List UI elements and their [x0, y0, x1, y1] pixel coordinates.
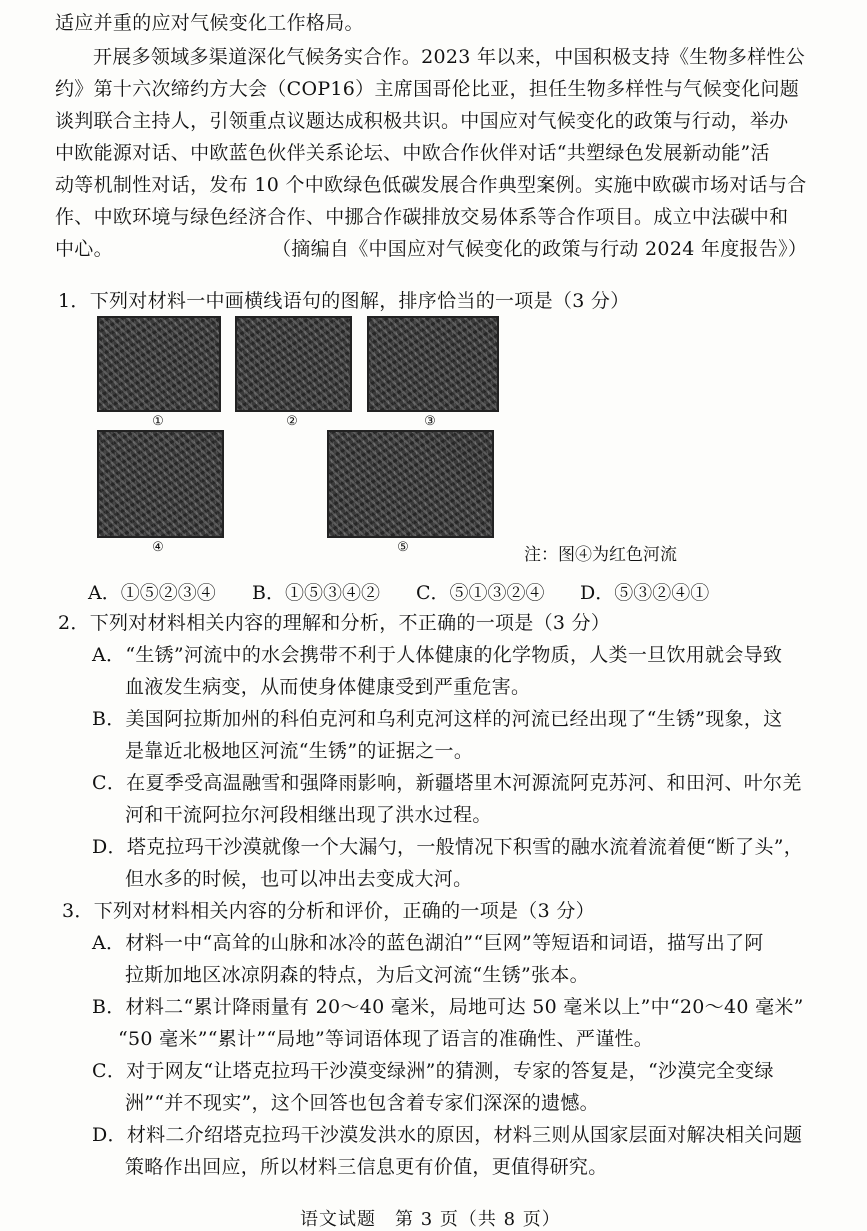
q2-option-b-line-2: 是靠近北极地区河流“生锈”的证据之一。	[125, 740, 474, 762]
photo-label-4: ④	[152, 540, 164, 555]
figure-note: 注：图④为红色河流	[524, 545, 677, 565]
photo-label-1: ①	[152, 414, 164, 429]
photo-label-3: ③	[424, 414, 436, 429]
q3-option-c-line-1: C．对于网友“让塔克拉玛干沙漠变绿洲”的猜测，专家的答复是，“沙漠完全变绿	[92, 1060, 774, 1082]
photo-label-5: ⑤	[397, 540, 409, 555]
photo-3	[367, 316, 499, 412]
photo-label-2: ②	[286, 414, 298, 429]
q2-option-a-line-2: 血液发生病变，从而使身体健康受到严重危害。	[125, 676, 531, 698]
passage-line-4: 谈判联合主持人，引领重点议题达成积极共识。中国应对气候变化的政策与行动，举办	[55, 110, 789, 132]
q3-option-a-line-1: A．材料一中“高耸的山脉和冰冷的蓝色湖泊”“巨网”等短语和词语，描写出了阿	[92, 932, 764, 954]
q2-option-a-line-1: A．“生锈”河流中的水会携带不利于人体健康的化学物质，人类一旦饮用就会导致	[92, 644, 783, 666]
q3-option-d-line-1: D．材料二介绍塔克拉玛干沙漠发洪水的原因，材料三则从国家层面对解决相关问题	[92, 1124, 803, 1146]
page-footer: 语文试题 第 3 页（共 8 页）	[300, 1209, 561, 1230]
q1-option-b: B．①⑤③④②	[252, 582, 380, 604]
q2-option-c-line-2: 河和干流阿拉尔河段相继出现了洪水过程。	[125, 804, 492, 826]
passage-line-5: 中欧能源对话、中欧蓝色伙伴关系论坛、中欧合作伙伴对话“共塑绿色发展新动能”活	[55, 142, 770, 164]
photo-2	[235, 316, 352, 412]
q2-option-d-line-1: D．塔克拉玛干沙漠就像一个大漏勺，一般情况下积雪的融水流着流着便“断了头”，	[92, 836, 804, 858]
q3-option-b-line-1: B．材料二“累计降雨量有 20～40 毫米，局地可达 50 毫米以上”中“20～40 毫米”	[92, 996, 804, 1018]
q3-option-c-line-2: 洲”“并不现实”，这个回答也包含着专家们深深的遗憾。	[125, 1092, 599, 1114]
q1-stem: 1．下列对材料一中画横线语句的图解，排序恰当的一项是（3 分）	[58, 290, 630, 312]
passage-line-6: 动等机制性对话，发布 10 个中欧绿色低碳发展合作典型案例。实施中欧碳市场对话与合	[55, 174, 807, 196]
q1-option-d: D．⑤③②④①	[580, 582, 710, 604]
q3-option-a-line-2: 拉斯加地区冰凉阴森的特点，为后文河流“生锈”张本。	[125, 964, 589, 986]
passage-line-3: 约》第十六次缔约方大会（COP16）主席国哥伦比亚，担任生物多样性与气候变化问题	[55, 78, 800, 100]
photo-4	[97, 430, 224, 538]
passage-line-1: 适应并重的应对气候变化工作格局。	[55, 12, 364, 34]
photo-5	[327, 430, 494, 538]
passage-line-7: 作、中欧环境与绿色经济合作、中挪合作碳排放交易体系等合作项目。成立中法碳中和	[55, 206, 789, 228]
passage-line-2: 开展多领域多渠道深化气候务实合作。2023 年以来，中国积极支持《生物多样性公	[93, 46, 806, 68]
q1-option-c: C．⑤①③②④	[416, 582, 545, 604]
q2-option-b-line-1: B．美国阿拉斯加州的科伯克河和乌利克河这样的河流已经出现了“生锈”现象，这	[92, 708, 783, 730]
q1-option-a: A．①⑤②③④	[88, 582, 216, 604]
q2-stem: 2．下列对材料相关内容的理解和分析，不正确的一项是（3 分）	[58, 612, 611, 634]
q3-option-d-line-2: 策略作出回应，所以材料三信息更有价值，更值得研究。	[125, 1156, 608, 1178]
q3-stem: 3．下列对材料相关内容的分析和评价，正确的一项是（3 分）	[62, 900, 595, 922]
q2-option-c-line-1: C．在夏季受高温融雪和强降雨影响，新疆塔里木河源流阿克苏河、和田河、叶尔羌	[92, 772, 802, 794]
q2-option-d-line-2: 但水多的时候，也可以冲出去变成大河。	[125, 868, 473, 890]
q3-option-b-line-2: “50 毫米”“累计”“局地”等词语体现了语言的准确性、严谨性。	[118, 1028, 654, 1050]
photo-1	[97, 316, 221, 412]
passage-source: （摘编自《中国应对气候变化的政策与行动 2024 年度报告》）	[272, 238, 808, 260]
passage-last-line: 中心。	[55, 238, 113, 260]
